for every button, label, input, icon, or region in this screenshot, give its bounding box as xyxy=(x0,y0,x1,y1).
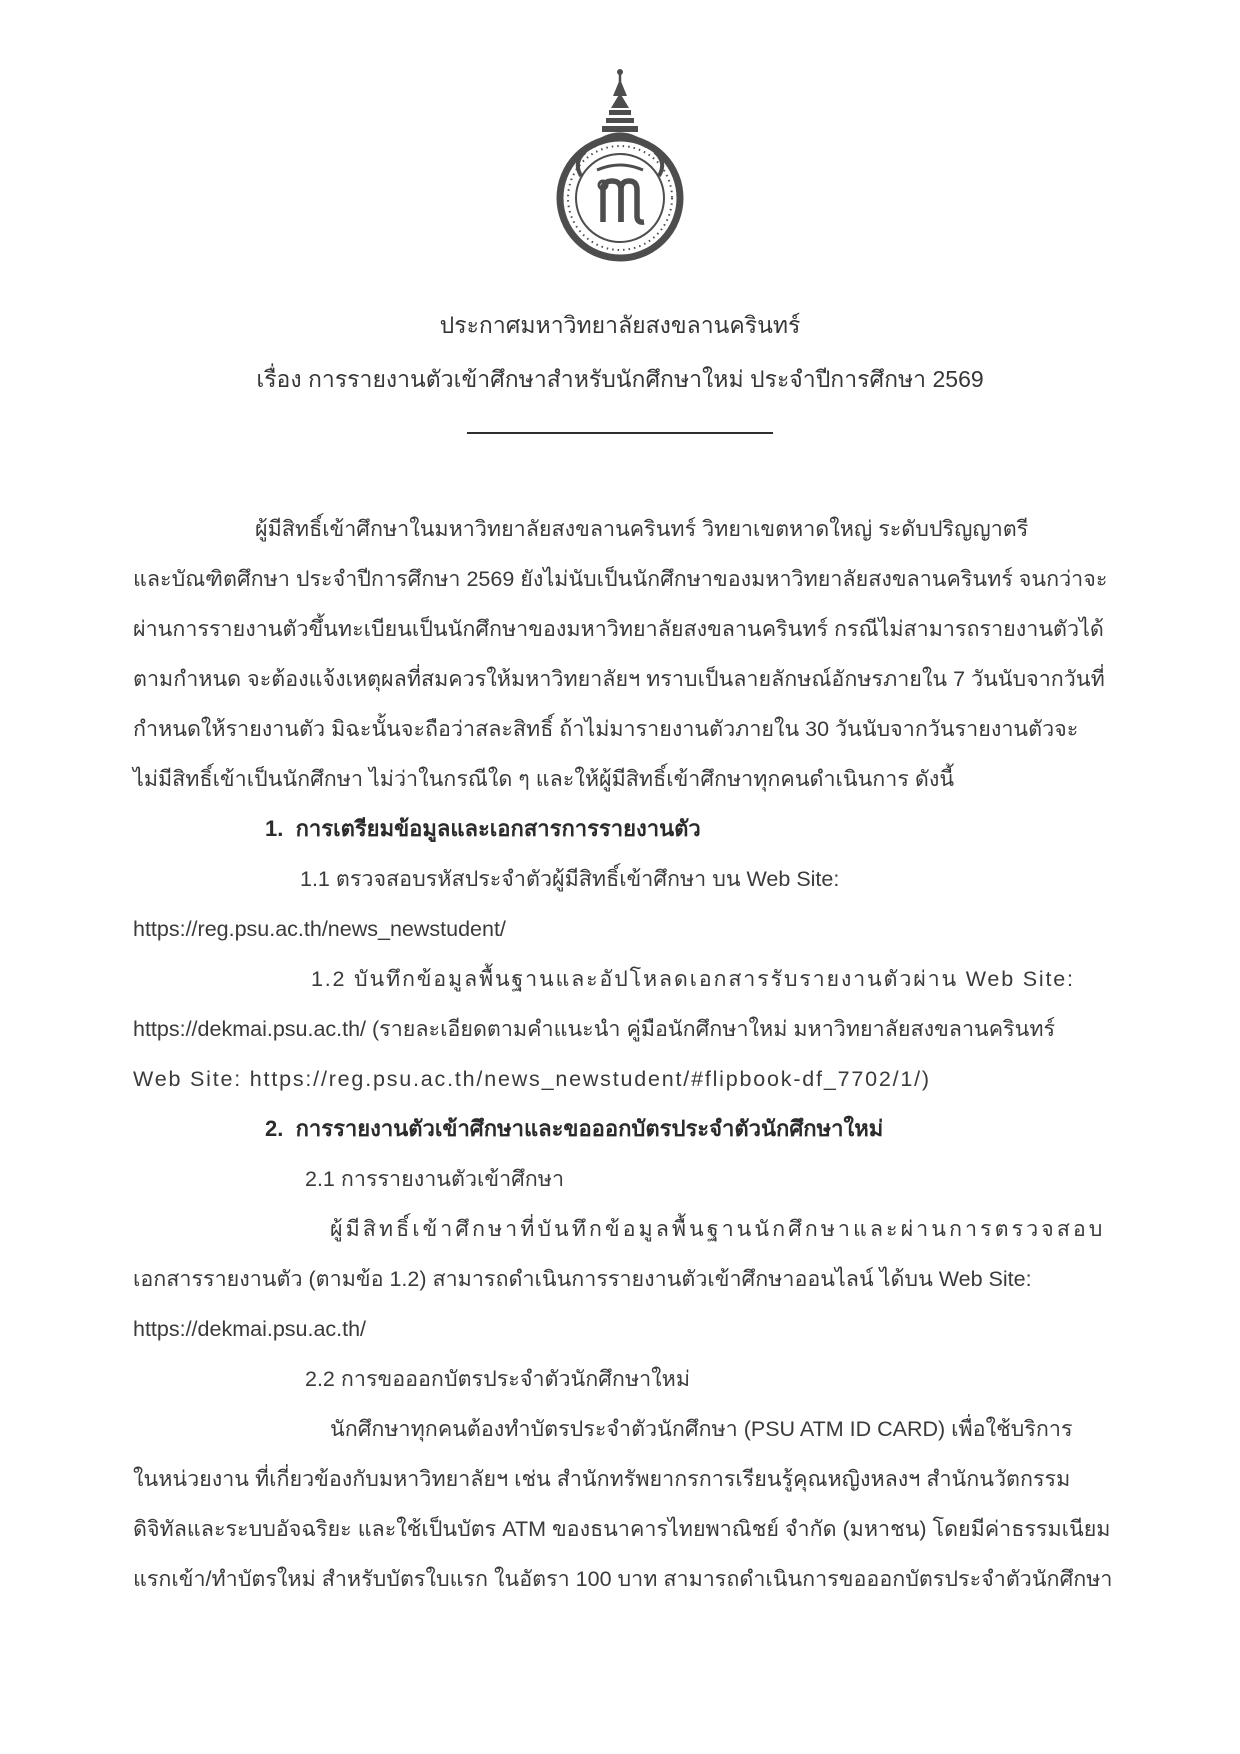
item-2-2: 2.2 การขอออกบัตรประจำตัวนักศึกษาใหม่ xyxy=(305,1367,691,1391)
paragraph-line: แรกเข้า/ทำบัตรใหม่ สำหรับบัตรใบแรก ในอัตรา 100 บาท สามารถดำเนินการขอออกบัตรประจำตัวนักศึกษา xyxy=(133,1567,1113,1591)
paragraph-line: ตามกำหนด จะต้องแจ้งเหตุผลที่สมควรให้มหาวิทยาลัยฯ ทราบเป็นลายลักษณ์อักษรภายใน 7 วันนับจากวันที่ xyxy=(133,667,1105,691)
section-1-heading: 1. การเตรียมข้อมูลและเอกสารการรายงานตัว xyxy=(265,816,701,841)
paragraph-line: กำหนดให้รายงานตัว มิฉะนั้นจะถือว่าสละสิทธิ์ ถ้าไม่มารายงานตัวภายใน 30 วันนับจากวันรายงานตัวจะ xyxy=(133,717,1079,741)
document-body xyxy=(133,504,1112,1604)
paragraph-line: เอกสารรายงานตัว (ตามข้อ 1.2) สามารถดำเนินการรายงานตัวเข้าศึกษาออนไลน์ ได้บน Web Site: xyxy=(133,1267,1032,1291)
item-2-1: 2.1 การรายงานตัวเข้าศึกษา xyxy=(305,1167,565,1191)
url-line: https://dekmai.psu.ac.th/ (รายละเอียดตามคำแนะนำ คู่มือนักศึกษาใหม่ มหาวิทยาลัยสงขลานครินทร์ xyxy=(133,1017,1056,1041)
item-1-2: 1.2 บันทึกข้อมูลพื้นฐานและอัปโหลดเอกสารรับรายงานตัวผ่าน Web Site: xyxy=(311,967,1075,991)
section-2-heading: 2. การรายงานตัวเข้าศึกษาและขอออกบัตรประจำตัวนักศึกษาใหม่ xyxy=(265,1116,884,1141)
url-line: Web Site: https://reg.psu.ac.th/news_newstudent/#flipbook-df_7702/1/) xyxy=(133,1067,931,1091)
title-divider xyxy=(467,432,773,434)
subject-line: เรื่อง การรายงานตัวเข้าศึกษาสำหรับนักศึกษาใหม่ ประจำปีการศึกษา 2569 xyxy=(256,366,984,392)
crest-graphic xyxy=(560,69,680,258)
paragraph-line: ในหน่วยงาน ที่เกี่ยวข้องกับมหาวิทยาลัยฯ เช่น สำนักทรัพยากรการเรียนรู้คุณหญิงหลงฯ สำนักนวัตกรรม xyxy=(133,1467,1071,1491)
announcement-title: ประกาศมหาวิทยาลัยสงขลานครินทร์ xyxy=(439,312,801,338)
paragraph-line: นักศึกษาทุกคนต้องทำบัตรประจำตัวนักศึกษา (PSU ATM ID CARD) เพื่อใช้บริการ xyxy=(330,1417,1073,1441)
university-crest-logo xyxy=(551,66,689,266)
url-line: https://reg.psu.ac.th/news_newstudent/ xyxy=(133,917,506,941)
paragraph-line: ผู้มีสิทธิ์เข้าศึกษาที่บันทึกข้อมูลพื้นฐานนักศึกษาและผ่านการตรวจสอบ xyxy=(330,1217,1106,1241)
paragraph-line: ผู้มีสิทธิ์เข้าศึกษาในมหาวิทยาลัยสงขลานครินทร์ วิทยาเขตหาดใหญ่ ระดับปริญญาตรี xyxy=(255,517,1029,541)
url-line: https://dekmai.psu.ac.th/ xyxy=(133,1317,367,1341)
item-1-1: 1.1 ตรวจสอบรหัสประจำตัวผู้มีสิทธิ์เข้าศึกษา บน Web Site: xyxy=(300,867,840,891)
paragraph-line: ผ่านการรายงานตัวขึ้นทะเบียนเป็นนักศึกษาของมหาวิทยาลัยสงขลานครินทร์ กรณีไม่สามารถรายงานตัวได้ xyxy=(133,617,1104,641)
paragraph-line: ไม่มีสิทธิ์เข้าเป็นนักศึกษา ไม่ว่าในกรณีใด ๆ และให้ผู้มีสิทธิ์เข้าศึกษาทุกคนดำเนินการ ดังนี้ xyxy=(133,767,955,791)
paragraph-line: และบัณฑิตศึกษา ประจำปีการศึกษา 2569 ยังไม่นับเป็นนักศึกษาของมหาวิทยาลัยสงขลานครินทร์ จนกว่าจะ xyxy=(133,567,1108,591)
paragraph-line: ดิจิทัลและระบบอัจฉริยะ และใช้เป็นบัตร ATM ของธนาคารไทยพาณิชย์ จำกัด (มหาชน) โดยมีค่าธรรมเนียม xyxy=(133,1517,1111,1541)
